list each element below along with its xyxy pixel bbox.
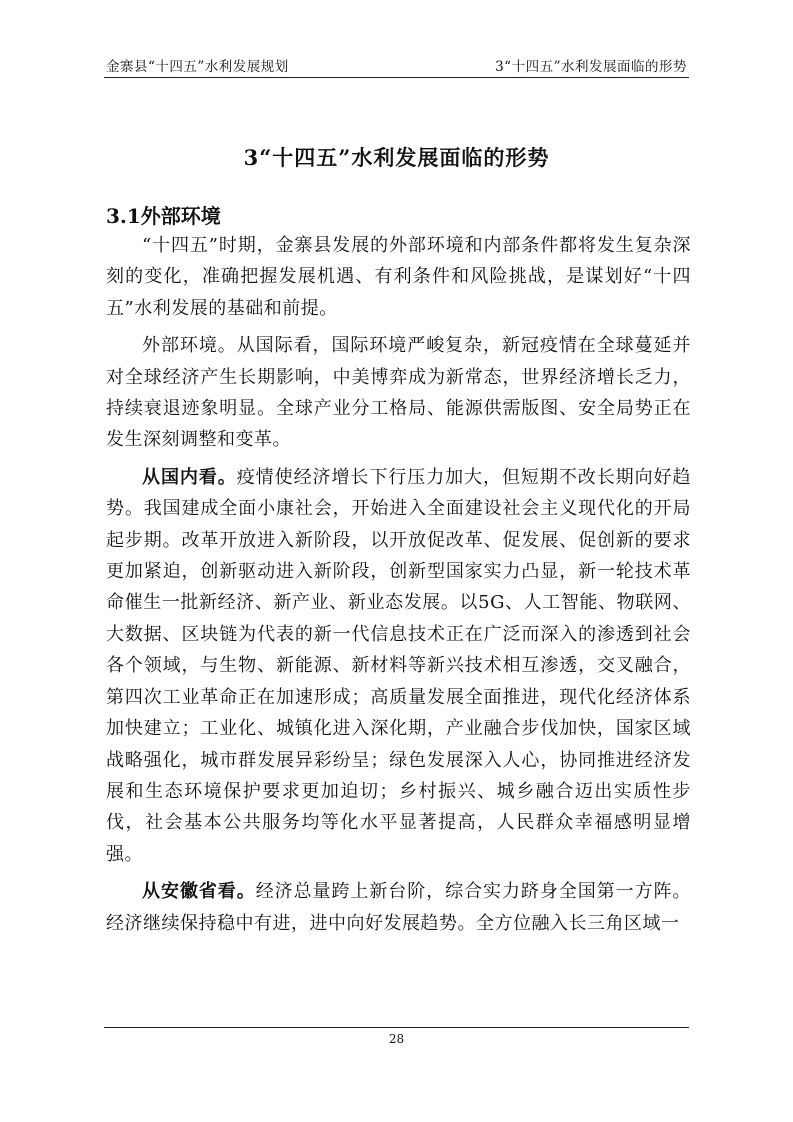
paragraph-domestic	[106, 462, 691, 870]
paragraph-anhui	[106, 876, 691, 939]
page-number: 28	[388, 1032, 405, 1046]
paragraph-anhui-lead: 从安徽省看。	[142, 881, 256, 903]
paragraph-domestic-text: 疫情使经济增长下行压力加大，但短期不改长期向好趋势。我国建成全面小康社会，开始进入全面建设社会主义现代化的开局起步期。改革开放进入新阶段，以开放促改革、促发展、促创新的要求更加紧迫，创新驱动进入新阶段，创新型国家实力凸显，新一轮技术革命催生一批新经济、新产业、新业态发展。以5G、人工智能、物联网、大数据、区块链为代表的新一代信息技术正在广泛而深入的渗透到社会各个领域，与生物、新能源、新材料等新兴技术相互渗透，交叉融合，第四次工业革命正在加速形成；高质量发展全面推进，现代化经济体系加快建立；工业化、城镇化进入深化期，产业融合步伐加快，国家区域战略强化，城市群发展异彩纷呈；绿色发展深入人心，协同推进经济发展和生态环境保护要求更加迫切；乡村振兴、城乡融合迈出实质性步伐，社会基本公共服务均等化水平显著提高，人民群众幸福感明显增强。	[106, 466, 691, 865]
chapter-title: 3“十四五”水利发展面临的形势	[243, 145, 550, 170]
paragraph-domestic-lead: 从国内看。	[142, 466, 237, 488]
paragraph-intro: “十四五”时期，金寨县发展的外部环境和内部条件都将发生复杂深刻的变化，准确把握发展机遇、有利条件和风险挑战，是谋划好“十四五”水利发展的基础和前提。	[106, 235, 691, 319]
page-header	[104, 55, 689, 78]
footer-divider	[104, 1027, 689, 1028]
header-document-title: 金寨县“十四五”水利发展规划	[106, 59, 289, 75]
header-chapter-title: 3“十四五”水利发展面临的形势	[495, 59, 687, 75]
section-title: 3.1外部环境	[106, 204, 221, 228]
paragraph-anhui-text: 经济总量跨上新台阶，综合实力跻身全国第一方阵。经济继续保持稳中有进，进中向好发展趋势。全方位融入长三角区域一	[106, 881, 692, 934]
body-text	[106, 230, 691, 945]
paragraph-international: 外部环境。从国际看，国际环境严峻复杂，新冠疫情在全球蔓延并对全球经济产生长期影响，中美博弈成为新常态，世界经济增长乏力，持续衰退迹象明显。全球产业分工格局、能源供需版图、安全局势正在发生深刻调整和变革。	[106, 335, 691, 451]
